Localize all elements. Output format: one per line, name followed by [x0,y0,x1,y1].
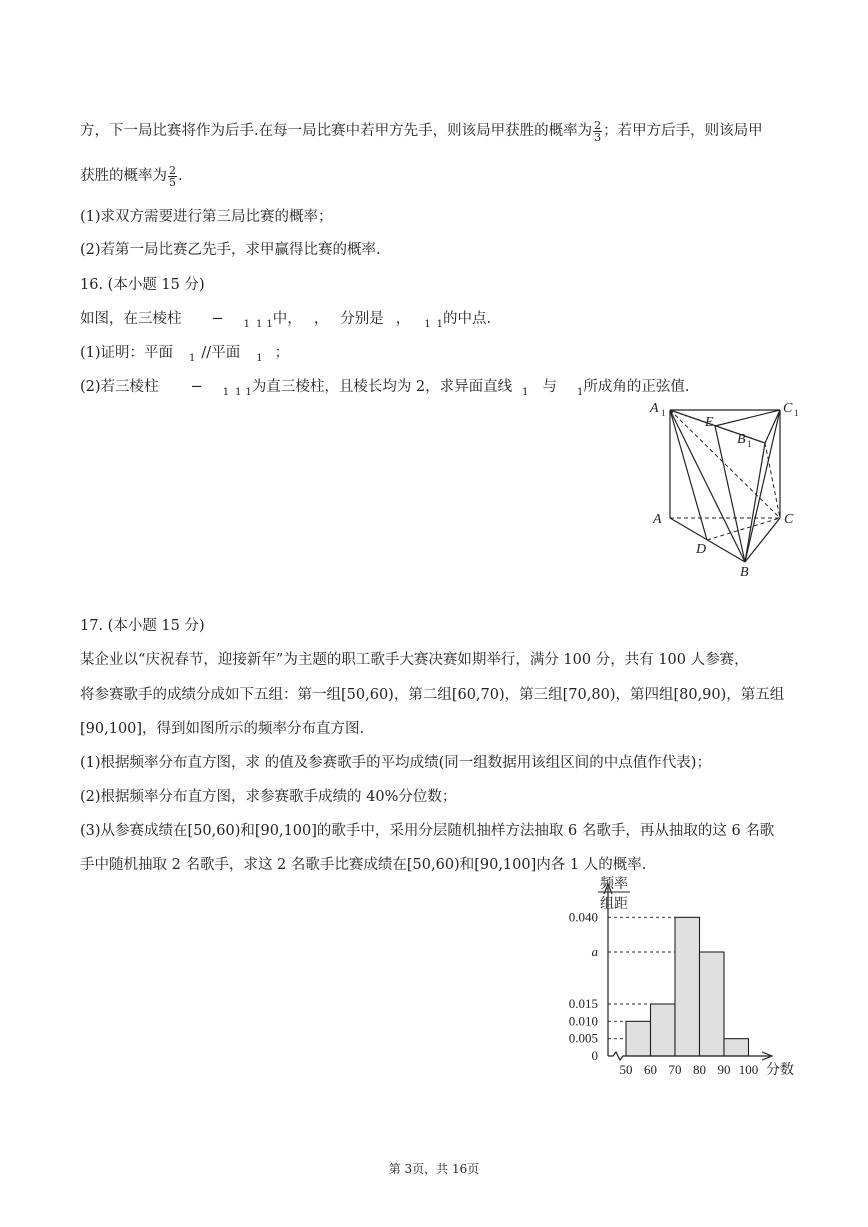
label-a: A [653,512,662,527]
histogram-bar [651,1004,676,1056]
x-tick-label: 90 [717,1062,731,1077]
y-tick-label: 0.040 [568,909,598,925]
q15-line1-text-a: 方，下一局比赛将作为后手.在每一局比赛中若甲方先手，则该局甲获胜的概率为 [80,123,593,139]
x-tick-label: 50 [619,1062,633,1077]
hidden-segment-d-c [707,518,780,540]
q17-para3: [90,100]，得到如图所示的频率分布直方图. [80,721,365,737]
svg-text:1: 1 [794,408,799,418]
frequency-histogram [560,870,810,1085]
x-tick-label: 70 [668,1062,682,1077]
svg-text:1: 1 [747,439,752,449]
q17-part1: (1)根据频率分布直方图，求 的值及参赛歌手的平均成绩(同一组数据用该组区间的中点值作代表)； [80,755,711,771]
q16-part1: (1)证明：平面 $_1$ //平面 $_1$ ； [80,345,290,364]
edge-b-b1 [745,443,765,562]
q17-header: 17. (本小题 15 分) [80,618,205,634]
q15-line2: 获胜的概率为 $\frac{2}{5}$ . [80,163,183,189]
y-axis-label-denominator: 组距 [600,897,628,912]
page-footer: 第 3页，共 16页 [388,1162,480,1176]
q15-part1: (1)求双方需要进行第三局比赛的概率； [80,209,333,225]
q15-line1-text-b: ；若甲方后手，则该局甲 [603,123,763,139]
q15-line2-text-a: 获胜的概率为 [80,168,167,184]
y-axis-label-numerator: 频率 [600,877,628,892]
histogram-bar [700,952,725,1056]
histogram-bar [724,1039,749,1056]
x-tick-label: 80 [693,1062,706,1077]
svg-text:1: 1 [661,408,666,418]
x-tick-label: 100 [738,1062,759,1077]
label-b: B [740,565,749,580]
x-tick-label: 60 [644,1062,657,1077]
q17-part3a: (3)从参赛成绩在[50,60)和[90,100]的歌手中，采用分层随机抽样方法抽取 6 名歌手，再从抽取的这 6 名歌 [80,823,775,839]
y-tick-label: a [591,944,598,959]
y-tick-label: 0.010 [568,1013,598,1029]
edge-c1-b1 [765,410,780,443]
q16-header: 16. (本小题 15 分) [80,277,205,293]
label-c: C [784,512,794,527]
segment-a1-b [670,410,745,562]
q15-part2: (2)若第一局比赛乙先手，求甲赢得比赛的概率. [80,242,381,258]
q16-part2: (2)若三棱柱 − $_1$ $_1$ $_1$为直三棱柱，且棱长均为 2，求异面直线 $_1$ 与 $_1$所成角的正弦值. [80,379,690,398]
y-tick-label: 0.015 [568,996,598,1011]
y-tick-label: 0 [591,1048,598,1063]
q16-intro: 如图，在三棱柱 − $_1$ $_1$ $_1$中， ， 分别是 ， $_1$ $_1$的中点. [80,311,492,330]
histogram-bar [675,917,700,1056]
q15-line1 [80,119,763,143]
label-e: E [705,415,714,430]
q17-para1: 某企业以“庆祝春节，迎接新年”为主题的职工歌手大赛决赛如期举行，满分 100 分，共有 100 人参赛， [80,652,749,668]
label-d: D [696,542,707,557]
x-axis-label: 分数 [766,1063,794,1078]
q15-fraction-2-5: $\frac{2}{5}$ [169,163,176,189]
histogram-bar [626,1021,651,1056]
label-b1: B [737,432,746,447]
q17-part2: (2)根据频率分布直方图，求参赛歌手成绩的 40%分位数； [80,789,457,805]
q15-fraction-2-3: $\frac{2}{3}$ [594,118,602,144]
segment-e-c1 [715,410,780,426]
q17-part3b: 手中随机抽取 2 名歌手，求这 2 名歌手比赛成绩在[50,60)和[90,100]内各 1 人的概率. [80,857,647,873]
hidden-segment-a1-c [670,410,780,518]
hidden-segment-b1-c [765,443,780,518]
q17-para2: 将参赛歌手的成绩分成如下五组：第一组[50,60)，第二组[60,70)，第三组[70,80)，第四组[80,90)，第五组 [80,687,785,703]
label-c1: C [783,401,793,416]
prism-figure [640,395,810,580]
y-tick-label: 0.005 [568,1030,598,1046]
label-a1: A [650,401,659,416]
